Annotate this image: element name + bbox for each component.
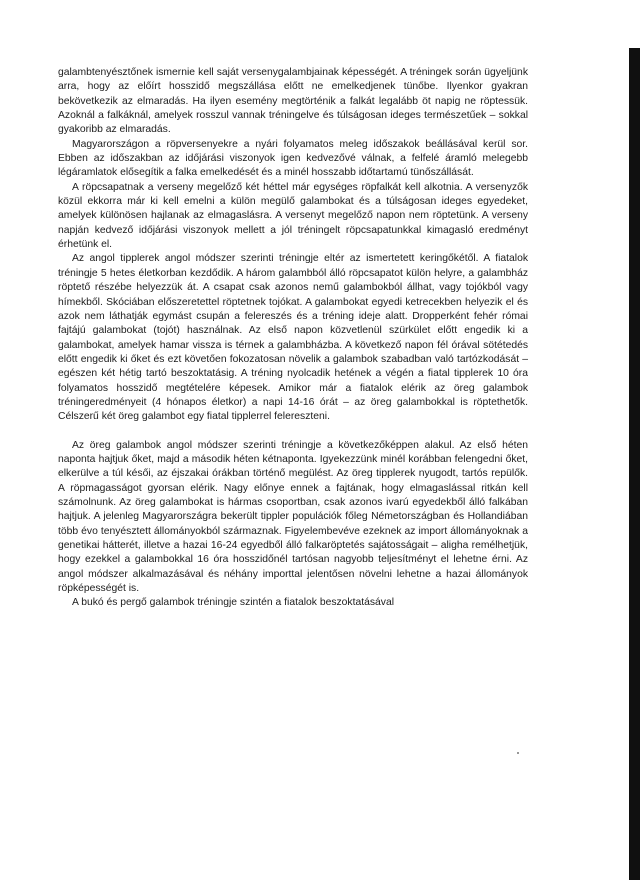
paragraph: Magyarországon a röpversenyekre a nyári folyamatos meleg időszakok beállásával kerül sor. Ebben az időszakban az időjárási viszonyok igen kedvezővé válnak, a felfelé áramló melegebb légáramlatok elősegítik a falka emelkedését és a minél hosszabb időtartamú tünőszállását. bbox=[58, 138, 528, 179]
scan-speck bbox=[517, 752, 519, 754]
paragraph: A bukó és pergő galambok tréningje szintén a fiatalok beszoktatásával bbox=[72, 597, 395, 609]
paragraph: Az öreg galambok angol módszer szerinti tréningje a következőképpen alakul. Az első héten naponta hajtjuk őket, majd a második héten kétnaponta. Igyekezzünk minél korábban felengedni őket, elkerülve a túl késői, az éjszakai órákban történő megülést. Az öreg tipplerek nyugodt, tartós repülők. A röpmagasságot gyorsan elérik. Nagy előnye ennek a fajtának, hogy elmagaslással ritkán kell számolnunk. Az öreg galambokat is hármas csoportban, csak azonos ivarú egyedekből álló falkában hajtjuk. A jelenleg Magyarországra bekerült tippler populációk főleg Németországban és Hollandiában több évo tenyésztett állományokból származnak. Figyelembevéve ezeknek az import állományoknak a genetikai hátterét, illetve a hazai 16-24 egyedből álló falkaröptetés sajátosságait – aligha remélhetjük, hogy ezekkel a galambokkal 16 óra hosszidőnél tartósan nagyobb teljesítményt el lehetne érni. Az angol módszer alkalmazásával és néhány importtal jelentősen növelni lehetne a hazai állományok röpképességét is. bbox=[58, 439, 528, 595]
paragraph: Az angol tipplerek angol módszer szerinti tréningje eltér az ismertetett keringőkétől. A fiatalok tréningje 5 hetes életkorban kezdődik. A három galambból álló röpcsapatot külön helyre, a galambház röptető részébe helyezzük át. A csapat csak azonos nemű galambokból állhat, vagy tojókból vagy hímekből. Skóciában előszeretettel röptetnek tojókat. A galambokat egyedi ketrecekben helyezik el és azok nem láthatják egymást csupán a felereszés és a tréning ideje alatt. Dropperként fehér római fajtájú galambokat (tojót) használnak. Az első napon közvetlenül szürkület előtt engedik ki a galambokat, amelyek hamar vissza is térnek a galambházba. A következő napon fél órával sötétedés előtt engedik ki őket és ezt követően fokozatosan növelik a galambok szabadban való tartózkodását – egészen két hétig tartó beszoktatásig. A tréning nyolcadik hetének a végén a fiatal tipplerek 10 óra folyamatos hosszidő megtételére képesek. Amikor már a fiatalok elérik az öreg galambok tréningeredményeit (4 hónapos életkor) a napi 14-16 órát – az öreg galambokkal is röptethetők. Célszerű két öreg galambot egy fiatal tipplerrel felereszteni. bbox=[58, 253, 528, 423]
paragraph: A röpcsapatnak a verseny megelőző két héttel már egységes röpfalkát kell alkotnia. A versenyzők közül ekkorra már ki kell emelni a külön megülő galambokat és a túlságosan ideges egyedeket, amelyek különösen hajlanak az elmagaslásra. A versenyt megelőző napon nem röptetünk. A verseny napján kedvező időjárási viszonyok mellett a jól tréningelt röpcsapatunkkal kimagasló eredményt érhetünk el. bbox=[58, 181, 528, 251]
paragraph: galambtenyésztőnek ismernie kell saját versenygalambjainak képességét. A tréningek során ügyeljünk arra, hogy az előírt hosszidő megszállása előtt ne emelkedjenek tünőbe. Ilyenkor gyakran bekövetkezik az elmaradás. Ha ilyen esemény megtörténik a falkát legalább öt napig ne röptessük. Azoknál a falkáknál, amelyek rosszul vannak tréningelve és túlságosan ideges természetűek – sokkal gyakoribb az elmaradás. bbox=[58, 67, 528, 136]
page-body-text bbox=[58, 66, 528, 611]
scan-shadow-edge bbox=[629, 48, 640, 880]
